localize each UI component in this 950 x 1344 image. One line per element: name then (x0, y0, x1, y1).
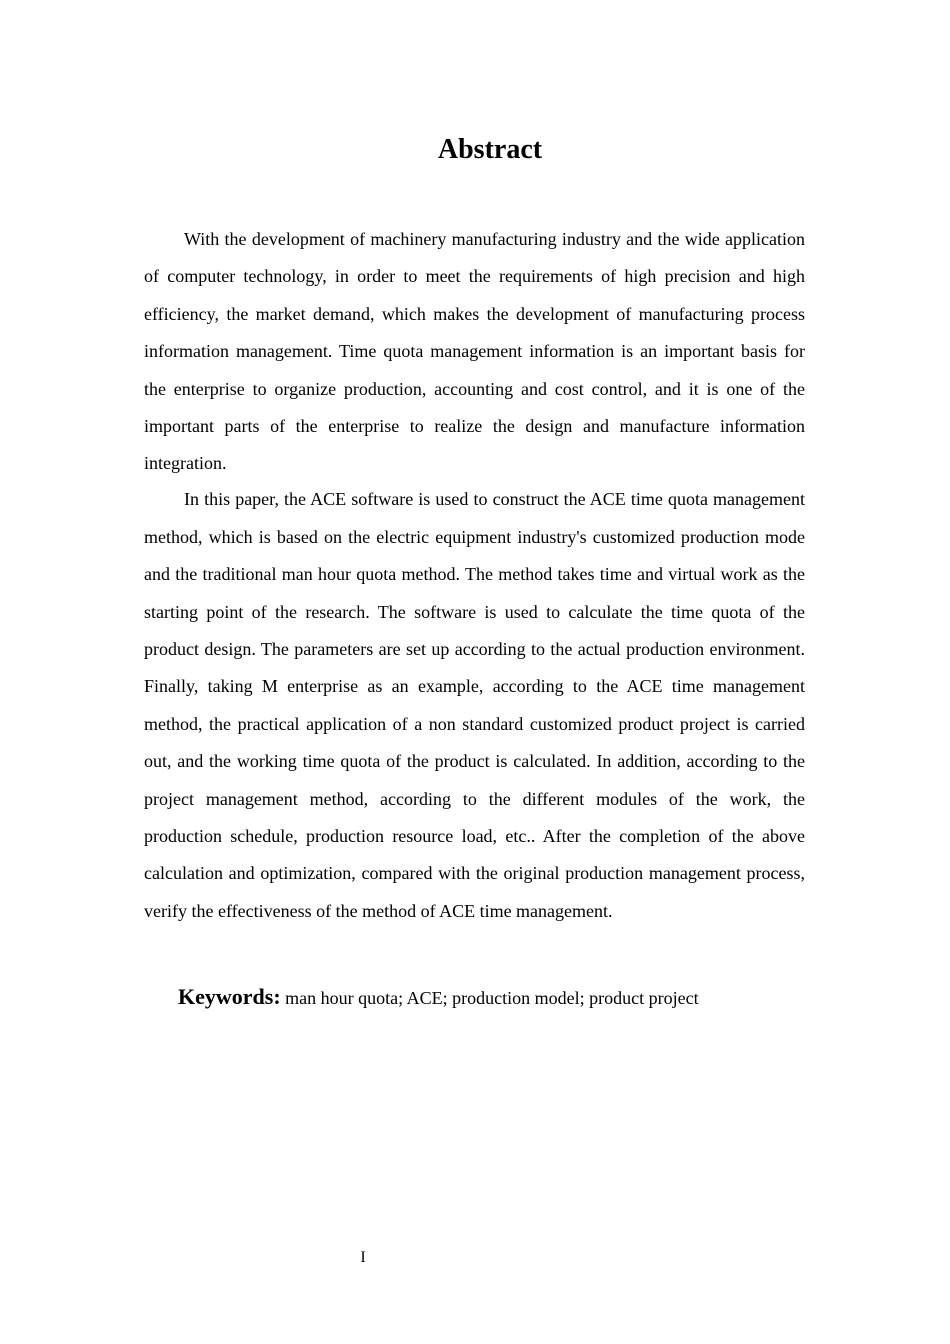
abstract-paragraph-2: In this paper, the ACE software is used to construct the ACE time quota management method, which is based on the electric equipment industry's customized production mode and the traditional man hour quota method. The method takes time and virtual work as the starting point of the research. The software is used to calculate the time quota of the product design. The parameters are set up according to the actual production environment. Finally, taking M enterprise as an example, according to the ACE time management method, the practical application of a non standard customized product project is carried out, and the working time quota of the product is calculated. In addition, according to the project management method, according to the different modules of the work, the production schedule, production resource load, etc.. After the completion of the above calculation and optimization, compared with the original production management process, verify the effectiveness of the method of ACE time management. (144, 489, 805, 921)
abstract-title: Abstract (437, 134, 543, 165)
keywords-text: man hour quota; ACE; production model; product project (285, 988, 699, 1008)
abstract-body (144, 221, 805, 930)
keywords-line (178, 981, 699, 1014)
page-number: I (360, 1249, 366, 1266)
keywords-label: Keywords: (178, 984, 281, 1009)
abstract-paragraph-1: With the development of machinery manufacturing industry and the wide application of computer technology, in order to meet the requirements of high precision and high efficiency, the market demand, which makes the development of manufacturing process information management. Time quota management information is an important basis for the enterprise to organize production, accounting and cost control, and it is one of the important parts of the enterprise to realize the design and manufacture information integration. (144, 229, 805, 474)
